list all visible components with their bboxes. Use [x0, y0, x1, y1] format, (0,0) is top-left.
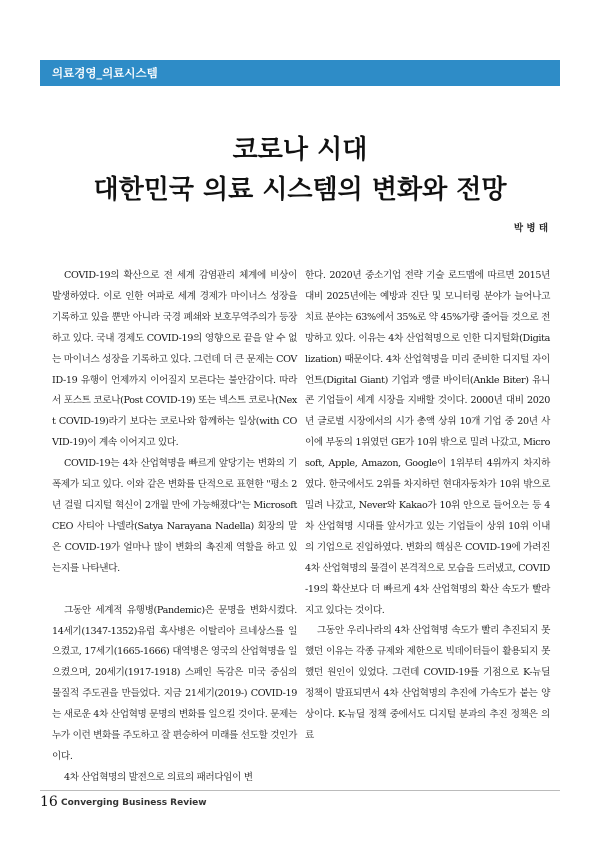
author-name: 박 병 태 — [513, 223, 548, 234]
article-title — [40, 130, 560, 210]
article-title-line-2: 대한민국 의료 시스템의 변화와 전망 — [93, 175, 507, 205]
article-title-line-1: 코로나 시대 — [232, 135, 368, 165]
body-paragraph: 그동안 세계적 유행병(Pandemic)은 문명을 변화시켰다. 14세기(1347-1352)유럽 흑사병은 이탈리아 르네상스를 일으켰고, 17세기(1665-1666) 대역병은 영국의 산업혁명을 일으켰으며, 20세기(1917-1918) 스페인 독감은 미국 중심의 물질적 주도권을 만들었다. 지금 21세기(2019-) COVID-19는 새로운 4차 산업혁명 문명의 변화를 일으킬 것이다. 문제는 누가 이런 변화를 주도하고 잘 편승하여 미래를 선도할 것인가이다. — [52, 604, 297, 762]
body-paragraph: 4차 산업혁명의 발전으로 의료의 패러다임이 변 — [64, 771, 253, 783]
page-footer — [40, 790, 560, 813]
body-paragraph: 그동안 우리나라의 4차 산업혁명 속도가 빨리 추진되지 못했던 이유는 각종 규제와 제한으로 빅데이터들이 활용되지 못했던 원인이 있었다. 그런데 COVID-19를 기점으로 K-뉴딜 정책이 발표되면서 4차 산업혁명의 추진에 가속도가 붙는 양상이다. K-뉴딜 정책 중에서도 디지털 분과의 추진 정책은 의료 — [305, 625, 550, 741]
body-column-left — [52, 266, 297, 789]
body-column-right — [305, 266, 550, 747]
section-label: 의료경영_의료시스템 — [52, 66, 158, 80]
journal-name: Converging Business Review — [61, 798, 207, 808]
body-paragraph: COVID-19는 4차 산업혁명을 빠르게 앞당기는 변화의 기폭제가 되고 있다. 이와 같은 변화를 단적으로 표현한 "평소 2년 걸릴 디지털 혁신이 2개월 만에 가능해졌다"는 Microsoft CEO 사티아 나델라(Satya Narayana Nadella) 회장의 말은 COVID-19가 얼마나 많이 변화의 촉진제 역할을 하고 있는지를 나타낸다. — [52, 458, 297, 574]
section-header-bar — [40, 60, 560, 86]
body-paragraph: COVID-19의 확산으로 전 세계 감염관리 체계에 비상이 발생하였다. 이로 인한 여파로 세계 경제가 마이너스 성장을 기록하고 있을 뿐만 아니라 국경 폐쇄와 보호무역주의가 등장하고 있다. 국내 경제도 COVID-19의 영향으로 끝을 알 수 없는 마이너스 성장을 기록하고 있다. 그런데 더 큰 문제는 COVID-19 유행이 언제까지 이어질지 모른다는 불안감이다. 따라서 포스트 코로나(Post COVID-19) 또는 넥스트 코로나(Next COVID-19)라기 보다는 코로나와 함께하는 일상(with COVID-19)이 계속 이어지고 있다. — [52, 270, 297, 449]
body-paragraph: 한다. 2020년 중소기업 전략 기술 로드맵에 따르면 2015년 대비 2025년에는 예방과 진단 및 모니터링 분야가 늘어나고 치료 분야는 63%에서 35%로 약 45%가량 줄어들 것으로 전망하고 있다. 이유는 4차 산업혁명으로 인한 디지털화(Digitalization) 때문이다. 4차 산업혁명을 미리 준비한 디지털 자이언트(Digital Giant) 기업과 앵클 바이터(Ankle Biter) 유니콘 기업들이 세계 시장을 지배할 것이다. 2000년 대비 2020년 글로벌 시장에서의 시가 총액 상위 10개 기업 중 20년 사이에 부동의 1위였던 GE가 10위 밖으로 밀려 나갔고, Microsoft, Apple, Amazon, Google이 1위부터 4위까지 차지하였다. 한국에서도 2위를 차지하던 현대자동차가 10위 밖으로 밀려 나갔고, Never와 Kakao가 10위 안으로 들어오는 등 4차 산업혁명 시대를 앞서가고 있는 기업들이 상위 10위 이내의 기업으로 진입하였다. 변화의 핵심은 COVID-19에 가려진 4차 산업혁명의 물결이 본격적으로 모습을 드러냈고, COVID-19의 확산보다 더 빠르게 4차 산업혁명의 확산 속도가 빨라지고 있다는 것이다. — [305, 270, 550, 616]
page-number: 16 — [40, 794, 58, 810]
